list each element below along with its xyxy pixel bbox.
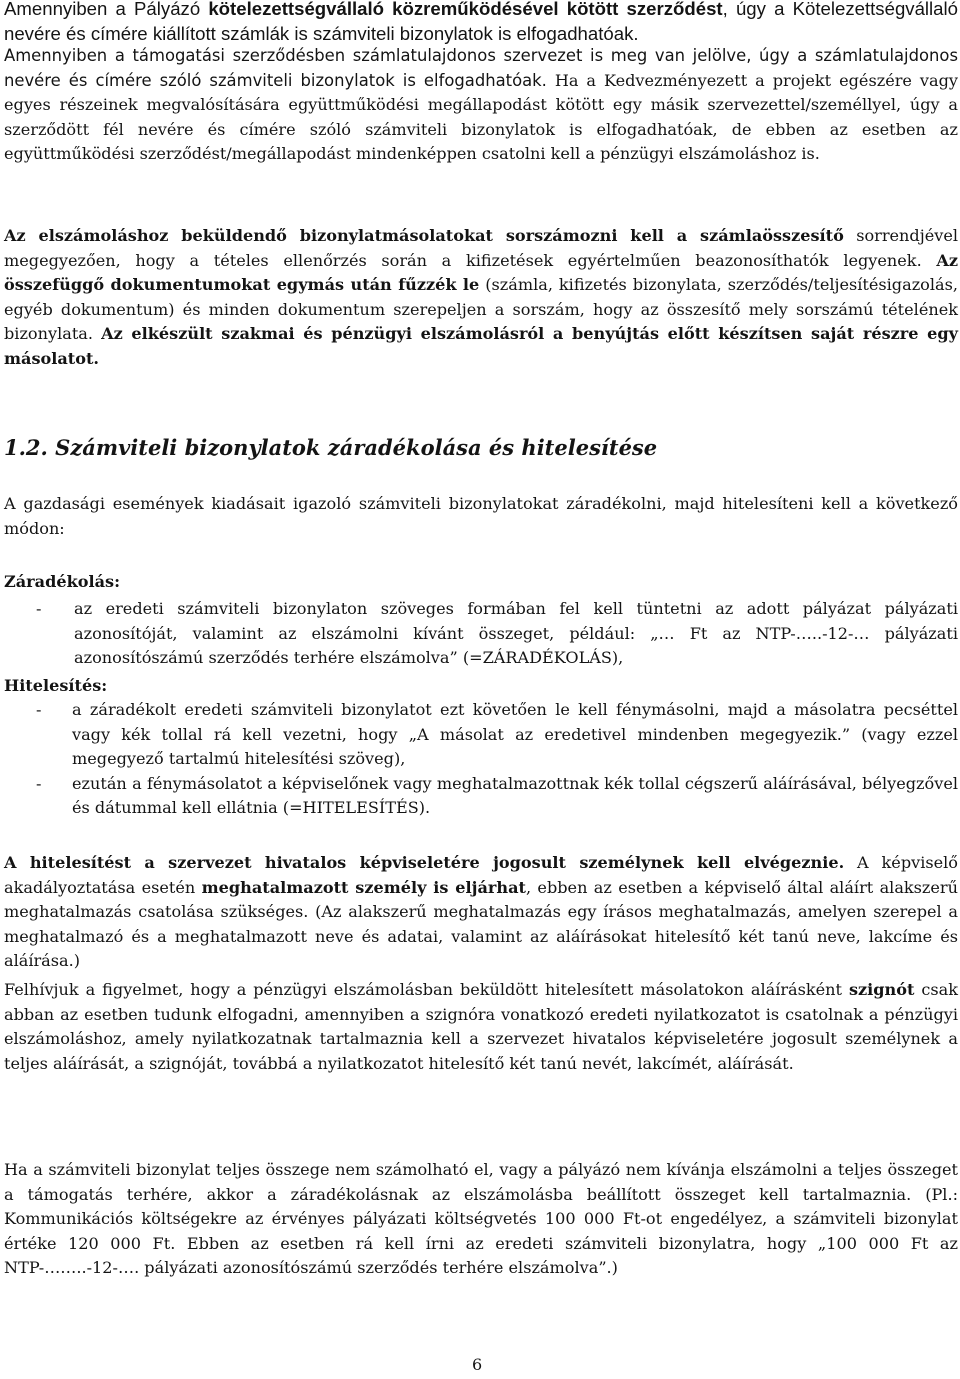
paragraph-partial-amount: Ha a számviteli bizonylat teljes összege nem számolható el, vagy a pályázó nem kívánja elszámolni a teljes összeget a támogatás terhére, akkor a záradékolásnak az elszámolásba beállított összeget kell tartalmaznia. (Pl.: Kommunikációs költségekre az érvényes pályázati költségvetés 100 000 Ft-ot engedélyez, a számviteli bizonylat értéke 120 000 Ft. Ebben az esetben rá kell írni az eredeti számviteli bizonylatra, hogy „100 000 Ft az NTP-……..-12-…. pályázati azonosítószámú szerződés terhére elszámolva”.): [4, 1160, 958, 1277]
hitelesites-list: [4, 698, 958, 821]
list-item-text: ezután a fénymásolatot a képviselőnek vagy meghatalmazottnak kék tollal cégszerű aláírásával, bélyegzővel és dátummal kell ellátnia (=HITELESÍTÉS).: [72, 773, 958, 817]
bold-text: A hitelesítést a szervezet hivatalos képviseletére jogosult személynek kell elvégeznie.: [4, 853, 845, 872]
bullet-dash: -: [36, 700, 42, 719]
hitelesites-title: Hitelesítés:: [4, 676, 108, 695]
bullet-dash: -: [36, 599, 42, 618]
paragraph-signature: [4, 978, 958, 1076]
bold-text: Az összefüggő dokumentumokat egymás után fűzzék le: [4, 250, 958, 294]
section-heading: 1.2. Számviteli bizonylatok záradékolása és hitelesítése: [4, 435, 658, 460]
bold-text: kötelezettségvállaló közreműködésével kötött szerződést: [208, 0, 723, 19]
paragraph-intro: A gazdasági események kiadásait igazoló számviteli bizonylatokat záradékolni, majd hitelesíteni kell a következő módon:: [4, 494, 958, 538]
list-item: [4, 772, 958, 821]
text: sorrendjével megegyezően, hogy a tételes ellenőrzés során a kifizetések egyértelműen beazonosíthatók legyenek.: [4, 226, 958, 270]
list-item-text: a záradékolt eredeti számviteli bizonylatot ezt követően le kell fénymásolni, majd a másolatra pecséttel vagy kék tollal rá kell vezetni, hogy „A másolat az eredetivel mindenben megegyezik.” (vagy ezzel megegyező tartalmú hitelesítési szöveg),: [72, 700, 958, 768]
text: Amennyiben a Pályázó: [4, 0, 209, 19]
paragraph-account-holder: [4, 44, 958, 167]
text: , ebben az esetben a képviselő által aláírt alakszerű meghatalmazás csatolása szükséges. (Az alakszerű meghatalmazás egy írásos meghatalmazás, amelyen szerepel a meghatalmazó és a meghatalmazott neve és adatai, valamint az aláírásokat hitelesítő két tanú neve, lakcíme és aláírása.): [4, 877, 958, 970]
text: csak abban az esetben tudunk elfogadni, amennyiben a szignóra vonatkozó eredeti nyilatkozatot is csatolnak a pénzügyi elszámoláshoz, amely nyilatkozatnak tartalmaznia kell a szervezet hivatalos képviseletére jogosult személynek a teljes aláírását, a szignóját, továbbá a nyilatkozatot hitelesítő két tanú nevét, lakcímét, aláírását.: [4, 980, 958, 1073]
text: , úgy a Kötelezettségvállaló nevére és címére kiállított számlák is számviteli bizonylatok is elfogadhatóak.: [4, 0, 958, 44]
paragraph-authorization: [4, 851, 958, 974]
text: A képviselő akadályoztatása esetén: [4, 853, 958, 897]
list-item-text: az eredeti számviteli bizonylaton szöveges formában fel kell tüntetni az adott pályázat pályázati azonosítóját, valamint az elszámolni kívánt összeget, például: „… Ft az NTP-…..-12-… pályázati azonosítószámú szerződés terhére elszámolva” (=ZÁRADÉKOLÁS),: [74, 599, 958, 667]
list-item: [4, 698, 958, 772]
text: Amennyiben a támogatási szerződésben számlatulajdonos szervezet is meg van jelölve, úgy a számlatulajdonos nevére és címére szóló számviteli bizonylatok is elfogadhatóak.: [4, 46, 958, 90]
text: (számla, kifizetés bizonylata, szerződés/teljesítésigazolás, egyéb dokumentum) és minden dokumentum szerepeljen a sorszám, hogy az összesítő mely sorszámú tételének bizonylata.: [4, 275, 958, 343]
bold-text: Az elszámoláshoz beküldendő bizonylatmásolatokat sorszámozni kell a számlaösszesítő: [4, 226, 844, 245]
page-number: 6: [472, 1355, 483, 1374]
bold-text: meghatalmazott személy is eljárhat: [201, 877, 526, 897]
paragraph-numbering: [4, 224, 958, 371]
text: Felhívjuk a figyelmet, hogy a pénzügyi elszámolásban beküldött hitelesített másolatokon aláírásként: [4, 980, 849, 999]
paragraph-contractor-invoices: [4, 0, 958, 46]
text: Ha a Kedvezményezett a projekt egészére vagy egyes részeinek megvalósítására együttműködési megállapodást kötött egy másik szervezettel/személlyel, úgy a szerződött fél nevére és címére szóló számviteli bizonylatok is elfogadhatóak, de ebben az esetben az együttműködési szerződést/megállapodást mindenképpen csatolni kell a pénzügyi elszámoláshoz is.: [4, 70, 958, 163]
zaradekolas-list: [4, 597, 958, 671]
bullet-dash: -: [36, 773, 42, 793]
list-item: [4, 597, 958, 671]
zaradekolas-title: Záradékolás:: [4, 572, 121, 591]
bold-text: szignót: [848, 980, 915, 999]
bold-text: Az elkészült szakmai és pénzügyi elszámolásról a benyújtás előtt készítsen saját részre egy másolatot.: [4, 324, 958, 368]
